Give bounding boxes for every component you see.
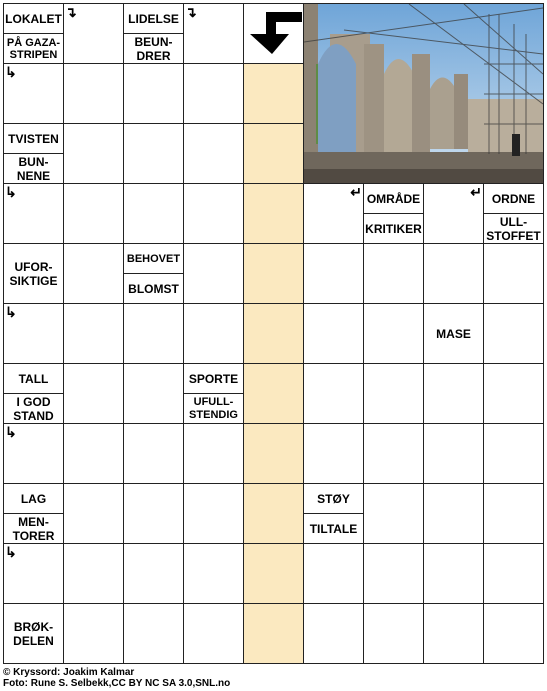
answer-cell[interactable] (63, 3, 124, 64)
solution-cell[interactable] (243, 303, 304, 364)
answer-cell[interactable] (423, 243, 484, 304)
solution-cell[interactable] (243, 243, 304, 304)
answer-cell[interactable] (63, 603, 124, 664)
clue-stoy: STØY (317, 491, 350, 506)
answer-cell[interactable] (3, 423, 64, 484)
crossword-grid (3, 3, 544, 664)
answer-cell[interactable] (123, 183, 184, 244)
answer-cell[interactable] (123, 63, 184, 124)
answer-cell[interactable] (63, 543, 124, 604)
clue-kritiker: KRITIKER (365, 221, 422, 236)
answer-cell[interactable] (63, 183, 124, 244)
answer-cell[interactable] (63, 423, 124, 484)
clue-cell-lag (3, 483, 64, 544)
answer-cell[interactable] (363, 543, 424, 604)
clue-tvisten: TVISTEN (8, 131, 59, 146)
answer-cell[interactable] (423, 423, 484, 484)
answer-cell[interactable] (123, 423, 184, 484)
clue-ordne: ORDNE (491, 191, 536, 206)
answer-cell[interactable] (3, 543, 64, 604)
answer-cell[interactable] (363, 363, 424, 424)
ruin-arches-image (304, 4, 543, 183)
solution-cell[interactable] (243, 63, 304, 124)
down-right-arrow-icon: ↳ (5, 304, 17, 320)
clue-omrade: OMRÅDE (366, 191, 421, 206)
clue-lokalet: LOKALET (5, 11, 62, 26)
answer-cell[interactable] (183, 123, 244, 184)
clue-cell-omrade (363, 183, 424, 244)
answer-cell[interactable] (303, 183, 364, 244)
down-right-arrow-icon: ↳ (5, 424, 17, 440)
right-down-arrow-icon: ↴ (65, 4, 77, 20)
answer-cell[interactable] (183, 483, 244, 544)
photo-credit: Foto: Rune S. Selbekk,CC BY NC SA 3.0,SNL.no (3, 678, 231, 689)
answer-cell[interactable] (303, 243, 364, 304)
clue-cell-ordne (483, 183, 544, 244)
answer-cell[interactable] (303, 603, 364, 664)
answer-cell[interactable] (63, 243, 124, 304)
solution-cell[interactable] (243, 423, 304, 484)
clue-cell-uforsiktige (3, 243, 64, 304)
answer-cell[interactable] (483, 243, 544, 304)
answer-cell[interactable] (423, 543, 484, 604)
solution-cell[interactable] (243, 603, 304, 664)
clue-pa-gazastripen: PÅ GAZA- STRIPEN (6, 36, 61, 61)
down-right-arrow-icon: ↳ (5, 544, 17, 560)
clue-lidelse: LIDELSE (128, 11, 179, 26)
answer-cell[interactable] (303, 303, 364, 364)
left-down-arrow-icon: ↵ (350, 184, 362, 200)
crossword-credit: © Kryssord: Joakim Kalmar (3, 667, 135, 678)
answer-cell[interactable] (363, 303, 424, 364)
clue-cell-brokdelen (3, 603, 64, 664)
answer-cell[interactable] (303, 363, 364, 424)
answer-cell[interactable] (423, 483, 484, 544)
answer-cell[interactable] (483, 603, 544, 664)
answer-cell[interactable] (63, 63, 124, 124)
answer-cell[interactable] (63, 363, 124, 424)
answer-cell[interactable] (63, 123, 124, 184)
solution-cell[interactable] (243, 363, 304, 424)
clue-mase: MASE (436, 326, 471, 341)
answer-cell[interactable] (123, 303, 184, 364)
clue-cell-lidelse (123, 3, 184, 64)
left-down-arrow-icon: ↵ (470, 184, 482, 200)
answer-cell[interactable] (363, 483, 424, 544)
solution-cell[interactable] (243, 483, 304, 544)
clue-ullstoffet: ULL- STOFFET (486, 214, 541, 243)
solution-cell[interactable] (243, 123, 304, 184)
clue-bunnene: BUN- NENE (16, 154, 51, 183)
clue-i-god-stand: I GOD STAND (13, 394, 54, 423)
answer-cell[interactable] (183, 303, 244, 364)
clue-behovet: BEHOVET (126, 252, 181, 265)
answer-cell[interactable] (183, 63, 244, 124)
clue-sporte: SPORTE (188, 371, 239, 386)
clue-cell-lokalet (3, 3, 64, 64)
answer-cell[interactable] (3, 183, 64, 244)
answer-cell[interactable] (63, 483, 124, 544)
clue-cell-sporte (183, 363, 244, 424)
answer-cell[interactable] (123, 543, 184, 604)
answer-cell[interactable] (183, 543, 244, 604)
answer-cell[interactable] (123, 603, 184, 664)
clue-ufullstendig: UFULL- STENDIG (189, 395, 238, 421)
clue-tall: TALL (18, 371, 49, 386)
solution-arrow-cell (243, 3, 304, 64)
right-down-arrow-icon: ↴ (185, 4, 197, 20)
solution-cell[interactable] (243, 183, 304, 244)
answer-cell[interactable] (363, 243, 424, 304)
clue-uforsiktige: UFOR- SIKTIGE (9, 259, 58, 288)
cathedral-ruin-photo (303, 3, 544, 184)
answer-cell[interactable] (363, 603, 424, 664)
answer-cell[interactable] (483, 363, 544, 424)
clue-cell-behovet (123, 243, 184, 304)
answer-cell[interactable] (3, 303, 64, 364)
answer-cell[interactable] (363, 423, 424, 484)
answer-cell[interactable] (183, 243, 244, 304)
answer-cell[interactable] (183, 423, 244, 484)
answer-cell[interactable] (123, 363, 184, 424)
answer-cell[interactable] (483, 423, 544, 484)
clue-brokdelen: BRØK- DELEN (13, 619, 54, 648)
clue-tiltale: TILTALE (309, 521, 358, 536)
answer-cell[interactable] (183, 183, 244, 244)
clue-cell-tall (3, 363, 64, 424)
answer-cell[interactable] (123, 483, 184, 544)
answer-cell[interactable] (483, 303, 544, 364)
answer-cell[interactable] (423, 183, 484, 244)
answer-cell[interactable] (123, 123, 184, 184)
clue-mentorer: MEN- TORER (12, 514, 55, 543)
answer-cell[interactable] (63, 303, 124, 364)
answer-cell[interactable] (423, 363, 484, 424)
answer-cell[interactable] (483, 543, 544, 604)
clue-cell-stoy (303, 483, 364, 544)
big-down-arrow-icon (244, 4, 303, 63)
clue-lag: LAG (20, 491, 47, 506)
down-right-arrow-icon: ↳ (5, 64, 17, 80)
answer-cell[interactable] (303, 543, 364, 604)
clue-blomst: BLOMST (128, 281, 179, 296)
answer-cell[interactable] (303, 423, 364, 484)
answer-cell[interactable] (3, 63, 64, 124)
answer-cell[interactable] (483, 483, 544, 544)
down-right-arrow-icon: ↳ (5, 184, 17, 200)
answer-cell[interactable] (183, 603, 244, 664)
clue-cell-mase (423, 303, 484, 364)
clue-beundrer: BEUN- DRER (134, 34, 173, 63)
answer-cell[interactable] (183, 3, 244, 64)
answer-cell[interactable] (423, 603, 484, 664)
solution-cell[interactable] (243, 543, 304, 604)
clue-cell-tvisten (3, 123, 64, 184)
